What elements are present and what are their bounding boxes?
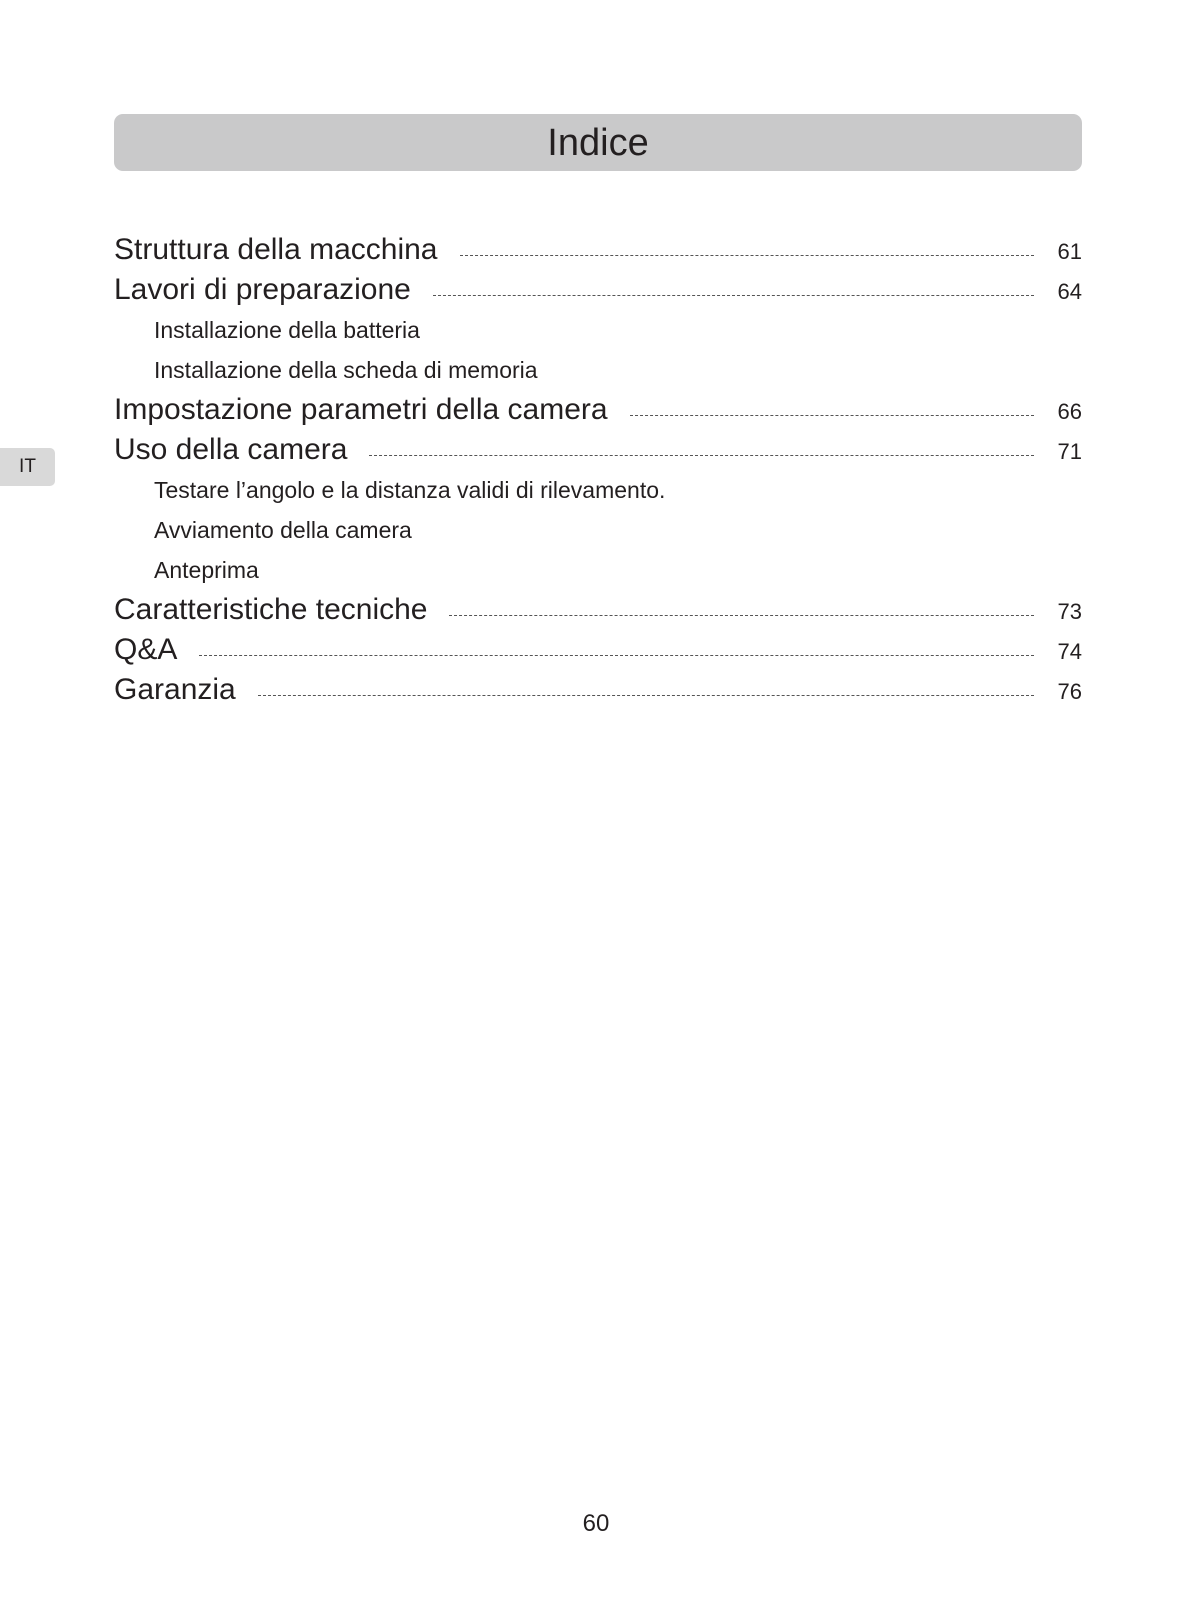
toc-entry-impostazione[interactable] [114, 390, 1082, 430]
toc-entry-page: 71 [1057, 439, 1082, 464]
dotted-leader [433, 295, 1034, 296]
toc-entry-caratteristiche[interactable] [114, 590, 1082, 630]
table-of-contents [114, 230, 1082, 710]
toc-subentry-label: Installazione della scheda di memoria [154, 357, 538, 383]
toc-entry-label: Uso della camera [114, 433, 348, 466]
toc-entry-label: Garanzia [114, 673, 236, 706]
toc-entry-garanzia[interactable] [114, 670, 1082, 710]
toc-subentry-avviamento[interactable] [114, 510, 1082, 550]
language-tab-label: IT [19, 456, 36, 477]
language-tab [0, 448, 55, 486]
toc-subentry-label: Anteprima [154, 557, 259, 583]
toc-entry-label: Impostazione parametri della camera [114, 393, 608, 426]
toc-subentry-label: Testare l’angolo e la distanza validi di rilevamento. [154, 477, 666, 503]
toc-entry-uso[interactable] [114, 430, 1082, 470]
dotted-leader [199, 655, 1034, 656]
toc-entry-label: Q&A [114, 633, 178, 666]
page-number: 60 [582, 1510, 610, 1537]
toc-entry-page: 61 [1057, 239, 1082, 264]
dotted-leader [460, 255, 1035, 256]
toc-entry-page: 64 [1057, 279, 1082, 304]
toc-subentry-scheda[interactable] [114, 350, 1082, 390]
title-bar [114, 114, 1082, 171]
toc-entry-page: 73 [1057, 599, 1082, 624]
dotted-leader [449, 615, 1034, 616]
toc-entry-label: Lavori di preparazione [114, 273, 411, 306]
toc-entry-label: Struttura della macchina [114, 233, 438, 266]
toc-entry-page: 66 [1057, 399, 1082, 424]
toc-entry-lavori[interactable] [114, 270, 1082, 310]
toc-entry-label: Caratteristiche tecniche [114, 593, 428, 626]
toc-subentry-testare[interactable] [114, 470, 1082, 510]
dotted-leader [369, 455, 1034, 456]
toc-subentry-label: Installazione della batteria [154, 317, 420, 343]
dotted-leader [258, 695, 1034, 696]
toc-entry-page: 76 [1057, 679, 1082, 704]
toc-subentry-label: Avviamento della camera [154, 517, 412, 543]
toc-subentry-batteria[interactable] [114, 310, 1082, 350]
page-title: Indice [547, 121, 649, 164]
toc-subentry-anteprima[interactable] [114, 550, 1082, 590]
toc-entry-struttura[interactable] [114, 230, 1082, 270]
toc-entry-qa[interactable] [114, 630, 1082, 670]
dotted-leader [630, 415, 1034, 416]
toc-entry-page: 74 [1057, 639, 1082, 664]
